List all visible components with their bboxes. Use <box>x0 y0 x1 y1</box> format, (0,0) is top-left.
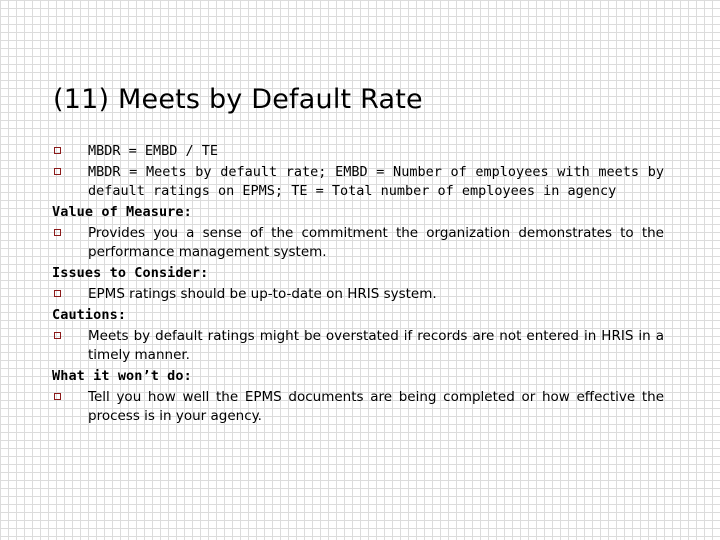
issues-heading: Issues to Consider: <box>52 265 209 281</box>
square-bullet-icon <box>54 393 61 400</box>
square-bullet-icon <box>54 229 61 236</box>
square-bullet-icon <box>54 332 61 339</box>
wont-heading: What it won’t do: <box>52 368 192 384</box>
bullet-text: MBDR = Meets by default rate; EMBD = Number of employees with meets by default ratings on EPMS; TE = Total number of employees in agency <box>88 164 664 199</box>
bullet-formula <box>52 142 664 161</box>
bullet-value <box>52 224 664 262</box>
bullet-definitions <box>52 163 664 201</box>
bullet-cautions <box>52 327 664 365</box>
cautions-heading: Cautions: <box>52 307 127 323</box>
bullet-text: Provides you a sense of the commitment the organization demonstrates to the performance management system. <box>88 225 664 260</box>
square-bullet-icon <box>54 168 61 175</box>
bullet-wont <box>52 388 664 426</box>
square-bullet-icon <box>54 290 61 297</box>
bullet-issues <box>52 285 664 304</box>
bullet-text: Meets by default ratings might be overstated if records are not entered in HRIS in a timely manner. <box>88 328 664 363</box>
value-heading: Value of Measure: <box>52 204 192 220</box>
square-bullet-icon <box>54 147 61 154</box>
bullet-text: MBDR = EMBD / TE <box>88 143 219 159</box>
slide-title: (11) Meets by Default Rate <box>53 84 423 115</box>
bullet-text: EPMS ratings should be up-to-date on HRIS system. <box>88 286 437 302</box>
slide-content <box>52 142 664 428</box>
bullet-text: Tell you how well the EPMS documents are being completed or how effective the process is in your agency. <box>88 389 664 424</box>
